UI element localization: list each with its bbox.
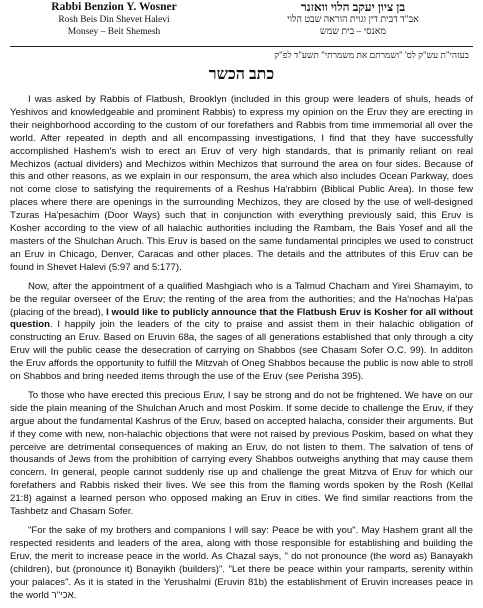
rabbi-name-english: Rabbi Benzion Y. Wosner [51,1,177,13]
paragraph-text: "For the sake of my brothers and companions I will say: Peace be with you". May Hashem grant all the respected residents and leaders of the area, along with those responsible for establishing and building the Eruv, the merit to increase peace in the world. As Chazal says, " do not pronounce (the word as) Banayakh (children), but (pronounce it) Bonayikh (builders)". "Let there be peace within your ramparts, serenity within your palaces". As it is stated in the Yerushalmi (Eruvin 81b) the establishment of Eruvin increases peace in the world אכי"ר. [10,525,473,601]
paragraph-4 [10,525,473,602]
paragraph-3 [10,390,473,519]
letterhead-english [14,0,214,38]
paragraph-1 [10,94,473,275]
document-title: כתב הכשר [208,66,275,83]
dateline: בעזהי"ת עש"ק לס' "ושמרתם את משמרתי" תשע"ד לפ"ק [274,50,469,60]
paragraph-text-continued: . I happily join the leaders of the city to praise and assist them in their halachic obligation of constructing an Eruv. Based on Eruvin 68a, the sages of all generations established that only through a city Eruv will the public cease the desecration of carrying on Shabbos (see Chasam Sofer O.C. 99). In additon the Eruv affords the opportunity to fulfill the Mitzvah of Oneg Shabbos because the public is now able to stroll on Shabbos and bring needed items through the use of the Eruv (see Perisha 395). [10,319,473,383]
title-hebrew: אב"ד דבית דין וגוית הוראה שבט הלוי [287,15,419,25]
paragraph-2 [10,281,473,384]
paragraph-text: To those who have erected this precious Eruv, I say be strong and do not be frightened. We have on our side the plain meaning of the Shulchan Aruch and most Poskim. If some decide to challenge the Eruv, if they argue about the fundamental Kashrus of the Eruv, based on accepted halacha, consider their arguments. But if they come with new, non-halachic objections that were not raised by previous Poskim, based on what they perceive are detrimental consequences of making an Eruv, do not listen to them. The salvation of tens of thousands of Jews from the prohibition of carrying every Shabbos outweighs anything that may cause them concern. In general, people cannot suddenly rise up and challenge the great Mitzva of Eruv for which our forefathers and Rabbis risked their lives. We see this from the flaming words spoken by the Rosh (Kellal 21:8) against a learned person who opposed making an Eruv in cities. We find similar reactions from the Tashbetz and Chasam Sofer. [10,389,473,518]
rabbi-name-hebrew: בן ציון יעקב הלוי וואזנר [300,0,406,14]
letterhead-divider [10,46,473,47]
location-hebrew: מאנסי – בית שמש [319,27,387,37]
title-english: Rosh Beis Din Shevet Halevi [58,15,170,25]
location-english: Monsey – Beit Shemesh [67,27,161,37]
letter-body [10,94,473,608]
announcement-bold-text: I would like to publicly announce that the Flatbush Eruv is Kosher for all without question [10,306,473,331]
paragraph-text: I was asked by Rabbis of Flatbush, Brooklyn (included in this group were leaders of shuls, heads of Yeshivos and knowledgeable and prominent Rabbis) to express my opinion on the Eruv they are erecting in their neighborhood according to the custom of our forefathers and Rabbis from time immemorial all over the world. After repeated in depth and all encompassing investigations, I find that they have successfully accomplished Hashem's wish to erect an Eruv of very high standards, that is primarily reliant on real Mechizos (actual dividers) and Mechizos within Mechizos that surround the area on four sides. Because of this and other reasons, as we explain in our responsum, the area which also includes Ocean Parkway, does not come close to satisfying the requirements of a Reshus Ha'rabbim (Biblical Public Area). In those few places where there are openings in the surrounding Mechizos, they are closed by the use of well-designed Tzuras Ha'pesachim (Door Ways) such that in conjunction with everything previously said, this Eruv is Kosher according to the view of all halachic authorities including the Rambam, the Bais Yosef and all the masters of the Shulchan Aruch. This Eruv is based on the same fundamental principles we used to construct an Eruv in Chicago, Denver, Caracas and other places. The details and the attributes of this Eruv can be found in Shevet Halevi (5:97 and 5:177). [10,94,473,273]
letterhead-hebrew [233,0,473,38]
letterhead [0,0,483,56]
paragraph-text: Now, after the appointment of a qualified Mashgiach who is a Talmud Chacham and Yirei Shamayim, to be the regular overseer of the Eruv; the renting of the area from the authorities; and the Ha'nochas Ha'pas (placing of the bread), [10,280,473,318]
